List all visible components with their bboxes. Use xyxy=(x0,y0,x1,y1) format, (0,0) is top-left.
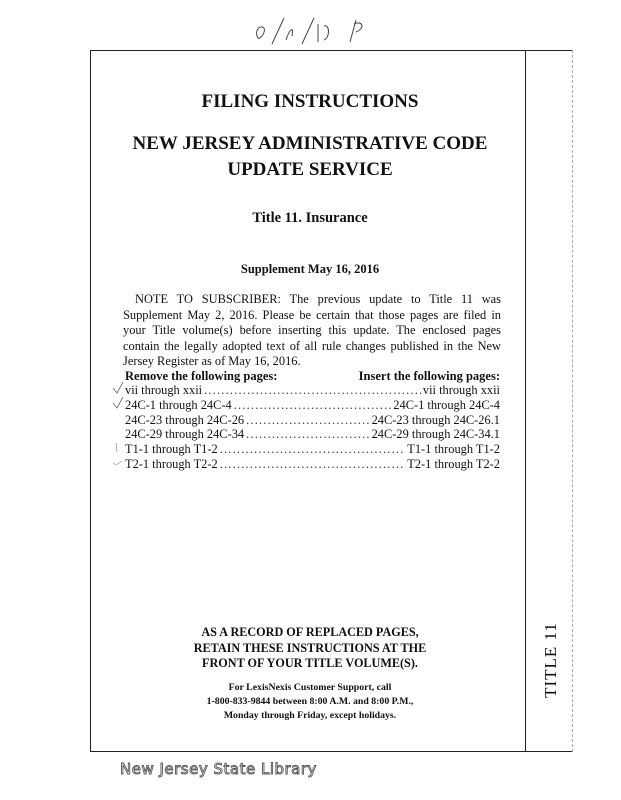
spine-title xyxy=(521,620,581,700)
leader-dots xyxy=(220,457,406,472)
table-row xyxy=(125,383,500,398)
insert-heading: Insert the following pages: xyxy=(358,369,500,383)
check-mark-icon xyxy=(112,381,124,395)
table-row xyxy=(125,398,500,413)
title-section: Title 11. Insurance xyxy=(252,210,368,226)
leader-dots xyxy=(246,427,370,442)
remove-pages: 24C-1 through 24C-4 xyxy=(125,397,232,412)
check-mark-icon xyxy=(112,455,124,469)
check-mark-icon xyxy=(112,440,124,454)
spine-title-text: TITLE 11 xyxy=(541,622,561,698)
pages-table xyxy=(125,383,500,472)
library-stamp: New Jersey State Library xyxy=(120,760,317,778)
insert-pages: 24C-29 through 24C-34.1 xyxy=(371,427,500,442)
customer-support xyxy=(150,681,470,723)
code-update-heading-line1: NEW JERSEY ADMINISTRATIVE CODE xyxy=(132,133,488,154)
support-line-1: For LexisNexis Customer Support, call xyxy=(228,682,392,693)
leader-dots xyxy=(204,383,421,398)
remove-pages: T2-1 through T2-2 xyxy=(125,456,218,471)
remove-pages: vii through xxii xyxy=(125,383,203,397)
handwritten-date-mark xyxy=(250,14,380,48)
table-row xyxy=(125,457,500,472)
record-line-3: FRONT OF YOUR TITLE VOLUME(S). xyxy=(202,656,418,670)
handwritten-date xyxy=(250,14,380,48)
filing-instructions-title: FILING INSTRUCTIONS xyxy=(201,91,419,112)
insert-pages: 24C-1 through 24C-4 xyxy=(393,397,500,412)
subscriber-note xyxy=(123,292,501,370)
insert-pages: vii through xxii xyxy=(422,383,500,397)
remove-heading: Remove the following pages: xyxy=(125,369,278,383)
pages-table-header xyxy=(125,369,500,384)
code-update-heading-line2: UPDATE SERVICE xyxy=(227,159,393,180)
record-line-2: RETAIN THESE INSTRUCTIONS AT THE xyxy=(193,640,427,655)
code-update-heading xyxy=(120,131,500,183)
record-instructions xyxy=(150,625,470,672)
insert-pages: T1-1 through T1-2 xyxy=(407,442,500,457)
leader-dots xyxy=(246,413,370,428)
table-row xyxy=(125,427,500,442)
table-row xyxy=(125,413,500,428)
leader-dots xyxy=(234,398,392,413)
check-mark-icon xyxy=(112,396,124,410)
table-row xyxy=(125,442,500,457)
subscriber-note-text: NOTE TO SUBSCRIBER: The previous update to Title 11 was Supplement May 2, 2016. Please be certain that those pages are filed in your Title volume(s) before inserting this update. The enclosed pages contain the legally adopted text of all rule changes published in the New Jersey Register as of May 16, 2016. xyxy=(123,292,501,369)
leader-dots xyxy=(220,442,406,457)
supplement-date: Supplement May 16, 2016 xyxy=(240,262,380,276)
insert-pages: T2-1 through T2-2 xyxy=(407,456,500,471)
remove-pages: 24C-29 through 24C-34 xyxy=(125,427,245,442)
support-line-3: Monday through Friday, except holidays. xyxy=(223,710,397,721)
record-line-1: AS A RECORD OF REPLACED PAGES, xyxy=(201,625,419,639)
remove-pages: 24C-23 through 24C-26 xyxy=(125,412,245,427)
insert-pages: 24C-23 through 24C-26.1 xyxy=(371,412,500,427)
remove-pages: T1-1 through T1-2 xyxy=(125,442,218,457)
support-line-2: 1-800-833-9844 between 8:00 A.M. and 8:00 P.M., xyxy=(206,696,414,707)
